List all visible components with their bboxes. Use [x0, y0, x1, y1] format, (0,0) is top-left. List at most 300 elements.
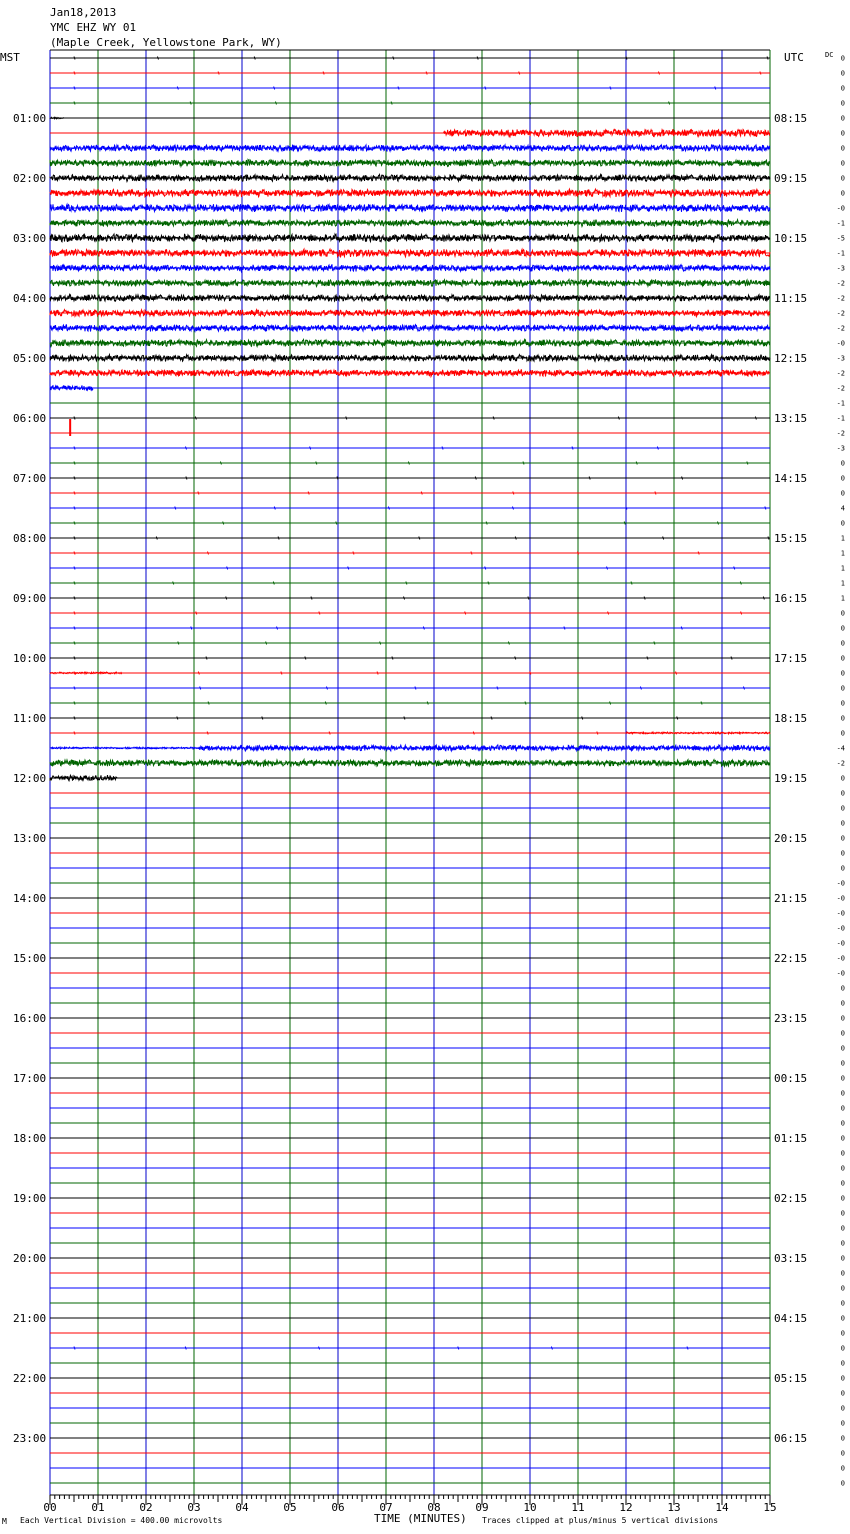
trace-speckle — [508, 642, 509, 645]
local-hour-label: 11:00 — [13, 712, 47, 725]
trace-speckle — [636, 462, 637, 465]
trace-speckle — [477, 57, 478, 60]
dc-offset-value: 0 — [840, 1389, 845, 1398]
trace-speckle — [473, 732, 474, 735]
local-hour-label: 20:00 — [13, 1252, 47, 1265]
trace-speckle — [274, 507, 275, 510]
dc-offset-value: 0 — [840, 849, 845, 858]
local-hour-label: 16:00 — [13, 1012, 47, 1025]
right-timezone-label: UTC — [784, 51, 804, 64]
trace-speckle — [74, 627, 75, 630]
trace-speckle — [74, 507, 75, 510]
dc-offset-value: -1 — [836, 219, 845, 228]
dc-offset-value: 0 — [840, 1044, 845, 1053]
trace-speckle — [348, 567, 349, 570]
x-tick-label: 01 — [91, 1501, 105, 1514]
trace-speckle — [346, 417, 347, 420]
trace-speckle — [513, 492, 514, 495]
x-tick-label: 09 — [475, 1501, 489, 1514]
trace-speckle — [274, 87, 275, 90]
trace-speckle — [305, 657, 306, 660]
dc-offset-column — [837, 55, 845, 1488]
dc-offset-value: 0 — [840, 819, 845, 828]
trace-speckle — [336, 522, 337, 525]
trace-speckle — [220, 462, 221, 465]
trace-speckle — [74, 597, 75, 600]
local-hour-label: 09:00 — [13, 592, 47, 605]
trace-speckle — [475, 477, 476, 480]
utc-hour-label: 19:15 — [774, 772, 808, 785]
utc-hour-label: 03:15 — [774, 1252, 808, 1265]
trace-speckle — [631, 582, 632, 585]
trace-speckle — [190, 102, 191, 105]
dc-offset-value: 0 — [840, 189, 845, 198]
trace-speckle — [195, 417, 196, 420]
trace-speckle — [178, 642, 179, 645]
dc-offset-value: 0 — [840, 1359, 845, 1368]
trace-speckle — [74, 612, 75, 615]
trace-speckle — [156, 537, 157, 540]
trace-speckle — [760, 72, 761, 75]
trace-speckle — [198, 492, 199, 495]
dc-offset-value: 1 — [840, 564, 845, 573]
dc-offset-value: 0 — [840, 1449, 845, 1458]
trace-speckle — [275, 102, 276, 105]
dc-offset-value: 0 — [840, 699, 845, 708]
dc-offset-value: 0 — [840, 1164, 845, 1173]
utc-hour-label: 01:15 — [774, 1132, 808, 1145]
trace-speckle — [74, 732, 75, 735]
dc-offset-value: 0 — [840, 129, 845, 138]
dc-offset-value: -3 — [836, 264, 845, 273]
trace-speckle — [491, 717, 492, 720]
dc-offset-value: -0 — [836, 204, 845, 213]
trace-noise — [50, 325, 770, 332]
trace-speckle — [408, 462, 409, 465]
trace-speckle — [74, 582, 75, 585]
trace-speckle — [273, 582, 274, 585]
trace-speckle — [404, 717, 405, 720]
trace-speckle — [74, 567, 75, 570]
local-hour-label: 17:00 — [13, 1072, 47, 1085]
utc-hour-label: 13:15 — [774, 412, 808, 425]
trace-noise — [50, 145, 770, 152]
trace-speckle — [74, 477, 75, 480]
trace-speckle — [74, 717, 75, 720]
trace-speckle — [582, 717, 583, 720]
x-tick-label: 13 — [667, 1501, 681, 1514]
dc-offset-value: 1 — [840, 534, 845, 543]
trace-noise — [50, 117, 64, 118]
trace-speckle — [353, 552, 354, 555]
trace-speckle — [185, 447, 186, 450]
trace-speckle — [74, 522, 75, 525]
trace-speckle — [597, 732, 598, 735]
dc-offset-value: -2 — [836, 759, 845, 768]
station-code: YMC EHZ WY 01 — [50, 21, 137, 34]
x-tick-label: 10 — [523, 1501, 537, 1514]
trace-speckle — [657, 447, 658, 450]
trace-speckle — [423, 627, 424, 630]
trace-speckle — [768, 537, 769, 540]
trace-speckle — [311, 597, 312, 600]
dc-offset-value: 0 — [840, 1434, 845, 1443]
trace-speckle — [323, 72, 324, 75]
utc-hour-label: 14:15 — [774, 472, 808, 485]
trace-speckle — [207, 732, 208, 735]
dc-offset-value: 0 — [840, 639, 845, 648]
dc-offset-value: 0 — [840, 804, 845, 813]
dc-offset-value: 0 — [840, 519, 845, 528]
trace-speckle — [512, 507, 513, 510]
dc-offset-value: 0 — [840, 84, 845, 93]
dc-offset-value: 0 — [840, 999, 845, 1008]
dc-offset-value: -4 — [836, 744, 845, 753]
trace-speckle — [741, 612, 742, 615]
dc-offset-value: 0 — [840, 69, 845, 78]
trace-speckle — [747, 462, 748, 465]
trace-speckle — [177, 717, 178, 720]
trace-noise — [50, 340, 770, 347]
x-axis-title: TIME (MINUTES) — [374, 1512, 467, 1525]
trace-speckle — [682, 477, 683, 480]
dc-offset-value: 0 — [840, 729, 845, 738]
dc-offset-value: 0 — [840, 459, 845, 468]
trace-speckle — [218, 72, 219, 75]
dc-offset-value: -0 — [836, 894, 845, 903]
dc-offset-value: -2 — [836, 429, 845, 438]
utc-hour-label: 09:15 — [774, 172, 808, 185]
x-tick-label: 02 — [139, 1501, 153, 1514]
local-hour-label: 23:00 — [13, 1432, 47, 1445]
local-hour-label: 12:00 — [13, 772, 47, 785]
dc-offset-value: 0 — [840, 1194, 845, 1203]
trace-speckle — [743, 687, 744, 690]
trace-speckle — [765, 507, 766, 510]
dc-offset-value: -2 — [836, 369, 845, 378]
trace-speckle — [308, 492, 309, 495]
trace-speckle — [196, 612, 197, 615]
trace-speckle — [572, 447, 573, 450]
trace-speckle — [392, 657, 393, 660]
dc-offset-value: 0 — [840, 1269, 845, 1278]
dc-offset-value: 0 — [840, 1089, 845, 1098]
dc-offset-value: 0 — [840, 714, 845, 723]
dc-offset-value: 0 — [840, 789, 845, 798]
trace-speckle — [266, 642, 267, 645]
trace-speckle — [319, 1347, 320, 1350]
trace-speckle — [206, 657, 207, 660]
trace-speckle — [74, 102, 75, 105]
utc-hour-label: 05:15 — [774, 1372, 808, 1385]
dc-offset-value: 0 — [840, 984, 845, 993]
utc-hour-labels — [774, 112, 807, 1445]
dc-offset-value: -0 — [836, 969, 845, 978]
trace-speckle — [551, 1347, 552, 1350]
dc-offset-value: 0 — [840, 834, 845, 843]
trace-noise — [50, 370, 770, 377]
trace-speckle — [74, 702, 75, 705]
trace-speckle — [465, 612, 466, 615]
trace-speckle — [398, 87, 399, 90]
dc-offset-value: 0 — [840, 1404, 845, 1413]
dc-offset-value: 0 — [840, 1284, 845, 1293]
trace-speckle — [715, 87, 716, 90]
station-location: (Maple Creek, Yellowstone Park, WY) — [50, 36, 282, 49]
trace-speckle — [262, 717, 263, 720]
dc-offset-value: -2 — [836, 279, 845, 288]
trace-speckle — [380, 642, 381, 645]
left-timezone-label: MST — [0, 51, 20, 64]
utc-hour-label: 06:15 — [774, 1432, 808, 1445]
trace-speckle — [177, 87, 178, 90]
dc-offset-value: -0 — [836, 954, 845, 963]
dc-offset-value: 0 — [840, 669, 845, 678]
trace-speckle — [618, 417, 619, 420]
trace-speckle — [74, 642, 75, 645]
trace-speckle — [528, 597, 529, 600]
dc-offset-value: -2 — [836, 309, 845, 318]
dc-offset-value: 0 — [840, 174, 845, 183]
trace-speckle — [281, 672, 282, 675]
dc-offset-value: 0 — [840, 684, 845, 693]
x-tick-label: 00 — [43, 1501, 57, 1514]
trace-speckle — [427, 702, 428, 705]
dc-offset-value: -0 — [836, 879, 845, 888]
trace-speckle — [173, 582, 174, 585]
dc-offset-value: 0 — [840, 1104, 845, 1113]
trace-speckle — [767, 57, 768, 60]
trace-speckle — [74, 552, 75, 555]
trace-speckle — [74, 417, 75, 420]
dc-offset-value: -1 — [836, 414, 845, 423]
dc-offset-value: 0 — [840, 1134, 845, 1143]
trace-speckle — [404, 597, 405, 600]
local-hour-label: 03:00 — [13, 232, 47, 245]
trace-speckle — [610, 702, 611, 705]
local-hour-label: 02:00 — [13, 172, 47, 185]
local-hour-label: 04:00 — [13, 292, 47, 305]
dc-offset-value: 0 — [840, 1464, 845, 1473]
trace-noise — [50, 385, 93, 390]
trace-speckle — [74, 672, 75, 675]
utc-hour-label: 16:15 — [774, 592, 808, 605]
dc-offset-value: 0 — [840, 1029, 845, 1038]
trace-speckle — [319, 612, 320, 615]
trace-speckle — [208, 702, 209, 705]
trace-speckle — [157, 57, 158, 60]
trace-speckle — [655, 492, 656, 495]
x-tick-label: 14 — [715, 1501, 729, 1514]
x-tick-label: 05 — [283, 1501, 297, 1514]
local-hour-label: 06:00 — [13, 412, 47, 425]
dc-offset-value: 0 — [840, 1179, 845, 1188]
dc-offset-value: 0 — [840, 1074, 845, 1083]
trace-speckle — [731, 657, 732, 660]
trace-speckle — [458, 1347, 459, 1350]
trace-noise — [50, 355, 770, 362]
utc-hour-label: 11:15 — [774, 292, 808, 305]
trace-speckle — [523, 462, 524, 465]
trace-speckle — [669, 102, 670, 105]
utc-hour-label: 08:15 — [774, 112, 808, 125]
dc-offset-value: 0 — [840, 609, 845, 618]
dc-offset-value: -1 — [836, 249, 845, 258]
trace-speckle — [676, 672, 677, 675]
trace-speckle — [644, 597, 645, 600]
dc-offset-value: 0 — [840, 774, 845, 783]
trace-noise — [50, 234, 770, 242]
trace-speckle — [589, 477, 590, 480]
trace-baselines — [50, 58, 770, 1483]
local-hour-label: 14:00 — [13, 892, 47, 905]
local-hour-label: 13:00 — [13, 832, 47, 845]
dc-offset-value: -3 — [836, 354, 845, 363]
trace-speckle — [426, 72, 427, 75]
dc-offset-value: -0 — [836, 909, 845, 918]
trace-speckle — [254, 57, 255, 60]
dc-offset-value: 0 — [840, 159, 845, 168]
x-tick-label: 03 — [187, 1501, 201, 1514]
trace-speckle — [391, 102, 392, 105]
trace-speckle — [74, 687, 75, 690]
trace-noise — [50, 189, 770, 197]
utc-hour-label: 00:15 — [774, 1072, 808, 1085]
x-tick-label: 07 — [379, 1501, 393, 1514]
trace-speckle — [610, 87, 611, 90]
trace-noise — [50, 747, 199, 749]
trace-speckle — [393, 57, 394, 60]
scale-mark: M — [2, 1517, 7, 1526]
trace-speckle — [734, 567, 735, 570]
trace-speckle — [701, 702, 702, 705]
trace-noise — [50, 310, 770, 317]
utc-hour-label: 21:15 — [774, 892, 808, 905]
trace-speckle — [515, 657, 516, 660]
trace-speckle — [186, 477, 187, 480]
trace-speckle — [640, 687, 641, 690]
x-tick-label: 06 — [331, 1501, 345, 1514]
dc-offset-value: 0 — [840, 1419, 845, 1428]
dc-offset-value: 0 — [840, 1329, 845, 1338]
utc-hour-label: 23:15 — [774, 1012, 808, 1025]
dc-offset-value: 0 — [840, 1479, 845, 1488]
trace-noise — [50, 265, 770, 272]
trace-speckle — [388, 507, 389, 510]
local-hour-label: 05:00 — [13, 352, 47, 365]
dc-offset-value: 0 — [840, 1374, 845, 1383]
trace-speckle — [74, 462, 75, 465]
dc-offset-value: 0 — [840, 1344, 845, 1353]
utc-hour-label: 04:15 — [774, 1312, 808, 1325]
dc-offset-value: 1 — [840, 579, 845, 588]
trace-speckle — [564, 627, 565, 630]
trace-speckle — [329, 732, 330, 735]
trace-speckle — [175, 507, 176, 510]
trace-speckle — [415, 687, 416, 690]
trace-speckle — [198, 672, 199, 675]
utc-hour-label: 02:15 — [774, 1192, 808, 1205]
dc-offset-value: 0 — [840, 114, 845, 123]
local-hour-label: 08:00 — [13, 532, 47, 545]
x-tick-label: 04 — [235, 1501, 249, 1514]
dc-offset-value: 0 — [840, 489, 845, 498]
trace-speckle — [493, 417, 494, 420]
trace-speckle — [442, 447, 443, 450]
dc-offset-value: 0 — [840, 624, 845, 633]
trace-speckle — [740, 582, 741, 585]
utc-hour-label: 20:15 — [774, 832, 808, 845]
trace-speckle — [74, 1347, 75, 1350]
dc-offset-value: -0 — [836, 339, 845, 348]
clip-note: Traces clipped at plus/minus 5 vertical divisions — [482, 1516, 719, 1525]
x-tick-label: 08 — [427, 1501, 441, 1514]
dc-offset-value: 1 — [840, 594, 845, 603]
trace-speckle — [624, 522, 625, 525]
trace-speckle — [419, 537, 420, 540]
dc-offset-value: -2 — [836, 324, 845, 333]
trace-speckle — [310, 447, 311, 450]
utc-hour-label: 18:15 — [774, 712, 808, 725]
dc-offset-value: -1 — [836, 399, 845, 408]
utc-hour-label: 10:15 — [774, 232, 808, 245]
trace-speckle — [663, 537, 664, 540]
trace-speckle — [608, 612, 609, 615]
trace-speckle — [755, 417, 756, 420]
trace-speckle — [208, 552, 209, 555]
trace-noise — [50, 775, 117, 781]
trace-speckle — [74, 537, 75, 540]
trace-speckle — [74, 447, 75, 450]
x-tick-label: 12 — [619, 1501, 633, 1514]
trace-speckle — [223, 522, 224, 525]
trace-speckle — [377, 672, 378, 675]
local-hour-label: 19:00 — [13, 1192, 47, 1205]
local-hour-label: 21:00 — [13, 1312, 47, 1325]
dc-offset-value: 0 — [840, 1059, 845, 1068]
trace-speckle — [226, 597, 227, 600]
vertical-scale-note: Each Vertical Division = 400.00 microvolts — [20, 1516, 223, 1525]
dc-offset-value: -3 — [836, 444, 845, 453]
trace-noise — [199, 745, 770, 751]
trace-speckle — [185, 1347, 186, 1350]
trace-speckle — [486, 522, 487, 525]
trace-speckle — [325, 702, 326, 705]
trace-speckle — [681, 627, 682, 630]
local-hour-label: 01:00 — [13, 112, 47, 125]
dc-offset-value: 0 — [840, 1224, 845, 1233]
dc-offset-value: 0 — [840, 474, 845, 483]
trace-speckle — [278, 537, 279, 540]
trace-speckle — [227, 567, 228, 570]
utc-hour-label: 12:15 — [774, 352, 808, 365]
dc-offset-value: -0 — [836, 924, 845, 933]
dc-offset-value: -2 — [836, 384, 845, 393]
trace-speckle — [525, 702, 526, 705]
trace-noise — [50, 760, 770, 767]
trace-speckle — [74, 87, 75, 90]
dc-offset-value: -2 — [836, 294, 845, 303]
trace-speckle — [519, 72, 520, 75]
dc-offset-header: DC — [825, 51, 834, 59]
dc-offset-value: 1 — [840, 549, 845, 558]
dc-offset-value: 0 — [840, 1314, 845, 1323]
record-date: Jan18,2013 — [50, 6, 117, 19]
trace-speckle — [74, 57, 75, 60]
x-tick-label: 15 — [763, 1501, 777, 1514]
trace-speckle — [485, 87, 486, 90]
dc-offset-value: 0 — [840, 1239, 845, 1248]
